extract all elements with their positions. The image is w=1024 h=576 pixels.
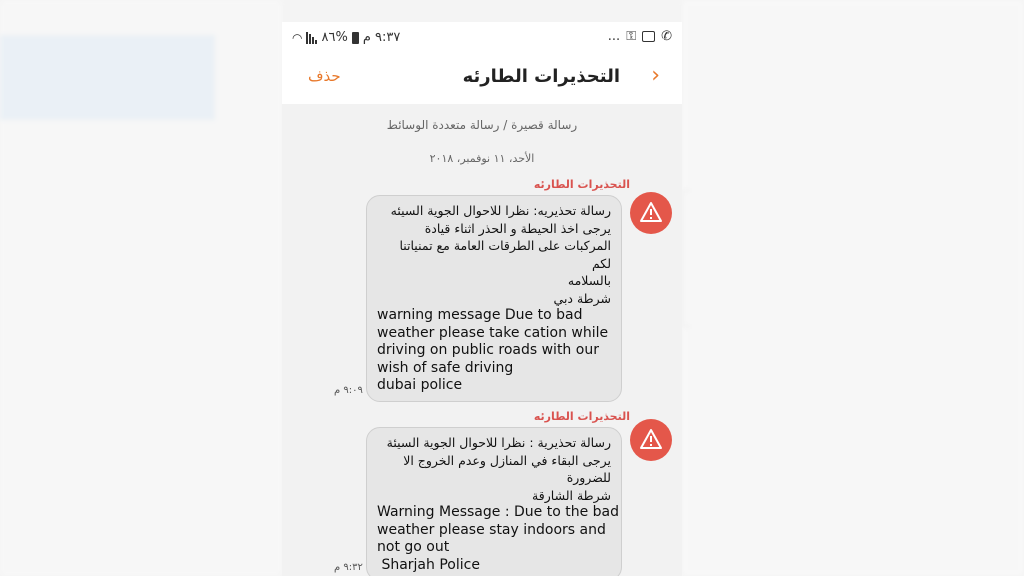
wifi-icon: ◠ [292, 30, 303, 45]
key-icon: ⚿ [626, 29, 637, 44]
warning-icon [630, 192, 672, 234]
signal-icon [306, 32, 317, 44]
whatsapp-icon: ✆ [661, 29, 672, 44]
conversation-title: التحذيرات الطارئه [462, 66, 620, 87]
battery-icon [352, 32, 359, 44]
battery-percent: %٨٦ [321, 30, 348, 45]
message-bubble[interactable] [366, 427, 622, 576]
message-english-text: Warning Message : Due to the bad weather please stay indoors and not go out Sharjah Police [377, 504, 619, 573]
status-bar [282, 22, 682, 54]
status-time: ٩:٣٧ م [362, 30, 401, 45]
gallery-icon [642, 31, 655, 42]
conversation-type: رسالة قصيرة / رسالة متعددة الوسائط [386, 118, 578, 132]
phone-screen [282, 22, 682, 576]
message-bubble[interactable] [366, 195, 622, 402]
warning-icon [630, 419, 672, 461]
message-english-text: warning message Due to bad weather please take cation while driving on public roads with our wish of safe driving dubai police [377, 307, 609, 393]
delete-button[interactable]: حذف [308, 67, 341, 85]
background-left-panel [0, 0, 282, 576]
conversation-view[interactable] [282, 104, 682, 576]
app-header [282, 54, 682, 105]
message-arabic-text: رسالة تحذيريه: نظرا للاحوال الجوية السيئه يرجى اخذ الحيطة و الحذر اثناء قيادة المركبات على الطرقات العامة مع تمنياتنا لكم بالسلامه شرطة دبي [390, 203, 611, 306]
chevron-right-icon[interactable]: › [651, 63, 660, 88]
message-arabic-text: رسالة تحذيرية : نظرا للاحوال الجوية السيئة يرجى البقاء في المنازل وعدم الخروج الا للضرورة شرطة الشارقة [386, 435, 611, 503]
status-right [608, 29, 672, 44]
background-right-panel [682, 0, 1024, 576]
message-time: ٩:٣٢ م [334, 562, 363, 573]
status-left [292, 30, 400, 45]
more-indicator: ... [607, 29, 621, 44]
message-sender: التحذيرات الطارئه [533, 410, 630, 423]
date-separator: الأحد، ١١ نوفمبر، ٢٠١٨ [429, 152, 535, 165]
message-sender: التحذيرات الطارئه [533, 178, 630, 191]
message-time: ٩:٠٩ م [334, 385, 363, 396]
